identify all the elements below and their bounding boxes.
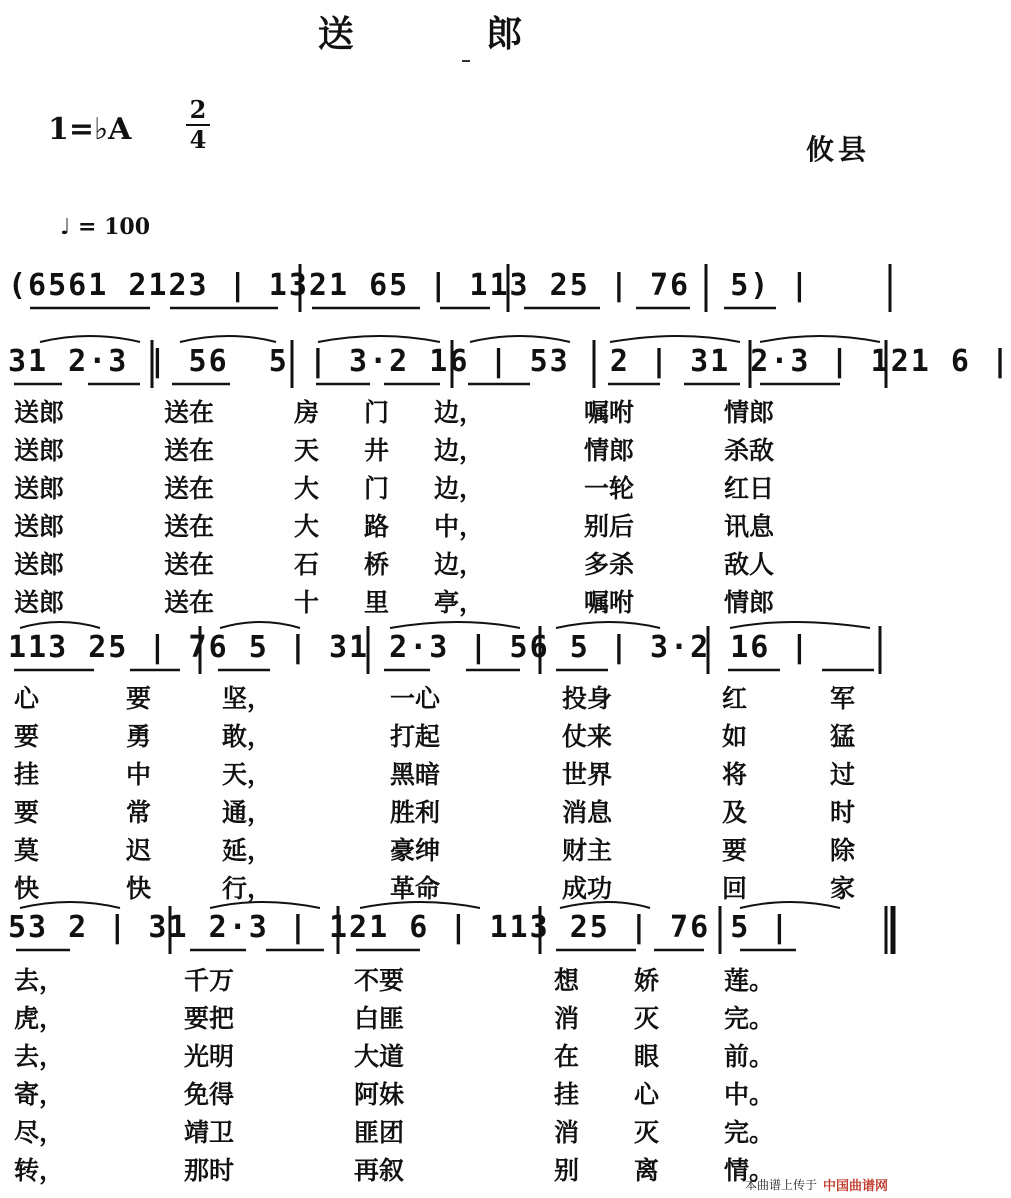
lyric-word: 讯息 <box>724 512 775 541</box>
lyric-line <box>14 680 884 718</box>
lyric-word: 送在 <box>164 398 215 427</box>
lyric-word: 世界 <box>562 760 613 789</box>
lyric-word: 眼 <box>634 1042 660 1071</box>
stave-2 <box>0 334 1011 398</box>
lyric-word: 送郎 <box>14 474 65 503</box>
lyric-word: 免得 <box>184 1080 235 1109</box>
lyric-word: 情郎 <box>724 588 775 617</box>
lyric-word: 消 <box>554 1118 580 1147</box>
lyric-word: 挂 <box>14 760 40 789</box>
lyric-word: 边， <box>434 474 485 503</box>
lyric-word: 那时 <box>184 1156 235 1185</box>
lyric-word: 送郎 <box>14 588 65 617</box>
lyrics-block-3 <box>14 962 884 1190</box>
lyric-word: 回 <box>722 874 748 903</box>
lyric-word: 要 <box>14 798 40 827</box>
lyric-line <box>14 1000 884 1038</box>
lyric-word: 边， <box>434 550 485 579</box>
lyric-word: 虎， <box>14 1004 65 1033</box>
lyric-word: 家 <box>830 874 856 903</box>
lyric-line <box>14 546 884 584</box>
lyric-word: 要 <box>722 836 748 865</box>
time-sig-top: 2 <box>189 95 207 124</box>
lyric-word: 时 <box>830 798 856 827</box>
lyric-word: 寄， <box>14 1080 65 1109</box>
lyric-word: 别 <box>554 1156 580 1185</box>
lyric-word: 快 <box>14 874 40 903</box>
lyric-word: 千万 <box>184 966 235 995</box>
lyric-word: 前。 <box>724 1042 775 1071</box>
lyric-word: 石 <box>294 550 320 579</box>
lyric-word: 中 <box>126 760 152 789</box>
stave-intro <box>0 258 900 322</box>
lyric-word: 猛 <box>830 722 856 751</box>
lyric-line <box>14 1038 884 1076</box>
lyric-line <box>14 470 884 508</box>
lyric-word: 不要 <box>354 966 405 995</box>
lyric-word: 灭 <box>634 1118 660 1147</box>
lyric-word: 通， <box>222 798 273 827</box>
lyric-word: 延， <box>222 836 273 865</box>
lyric-word: 大道 <box>354 1042 405 1071</box>
stave-2-notes: 31 2·3 | 56 5 | 3·2 16 | 53 2 | 31 2·3 | 121 6 | <box>8 344 1011 379</box>
lyric-word: 去， <box>14 966 65 995</box>
lyric-word: 情郎 <box>724 398 775 427</box>
lyric-word: 消息 <box>562 798 613 827</box>
lyric-word: 敌人 <box>724 550 775 579</box>
lyric-word: 灭 <box>634 1004 660 1033</box>
lyric-word: 边， <box>434 436 485 465</box>
lyric-word: 桥 <box>364 550 390 579</box>
lyric-word: 完。 <box>724 1004 775 1033</box>
lyric-word: 送在 <box>164 588 215 617</box>
lyric-word: 敢， <box>222 722 273 751</box>
source-footer <box>745 1175 888 1194</box>
lyric-word: 一轮 <box>584 474 635 503</box>
lyric-word: 想 <box>554 966 580 995</box>
lyric-word: 心 <box>634 1080 660 1109</box>
lyric-word: 财主 <box>562 836 613 865</box>
stave-4-notes: 53 2 | 31 2·3 | 121 6 | 113 25 | 76 5 | <box>8 910 791 945</box>
lyric-word: 阿妹 <box>354 1080 405 1109</box>
lyric-word: 成功 <box>562 874 613 903</box>
lyric-line <box>14 962 884 1000</box>
lyric-word: 消 <box>554 1004 580 1033</box>
footer-text: 本曲谱上传于 <box>744 1178 817 1192</box>
lyric-word: 送郎 <box>14 550 65 579</box>
lyric-word: 房 <box>294 398 320 427</box>
lyric-word: 常 <box>126 798 152 827</box>
key-signature: 1=♭A <box>48 112 132 147</box>
lyric-word: 情。 <box>724 1156 775 1185</box>
lyric-word: 投身 <box>562 684 613 713</box>
lyric-line <box>14 508 884 546</box>
lyric-word: 豪绅 <box>390 836 441 865</box>
lyric-word: 及 <box>722 798 748 827</box>
lyrics-block-1 <box>14 394 884 622</box>
stave-intro-notes: (6561 2123 | 1321 65 | 113 25 | 76 5) | <box>8 268 811 303</box>
lyric-word: 多杀 <box>584 550 635 579</box>
lyric-word: 莫 <box>14 836 40 865</box>
stave-4 <box>0 900 900 964</box>
lyric-word: 送在 <box>164 436 215 465</box>
tempo-marking: ♩ = 100 <box>60 214 151 240</box>
lyric-word: 要把 <box>184 1004 235 1033</box>
lyric-word: 天 <box>294 436 320 465</box>
lyric-word: 嘱咐 <box>584 398 635 427</box>
lyric-word: 红 <box>722 684 748 713</box>
lyric-word: 门 <box>364 474 390 503</box>
lyric-word: 黑暗 <box>390 760 441 789</box>
lyric-word: 情郎 <box>584 436 635 465</box>
lyric-word: 送郎 <box>14 398 65 427</box>
lyric-word: 离 <box>634 1156 660 1185</box>
lyric-word: 尽， <box>14 1118 65 1147</box>
lyric-word: 井 <box>364 436 390 465</box>
lyric-word: 一心 <box>390 684 441 713</box>
lyric-word: 打起 <box>390 722 441 751</box>
lyric-line <box>14 794 884 832</box>
lyric-word: 光明 <box>184 1042 235 1071</box>
lyric-word: 门 <box>364 398 390 427</box>
lyric-word: 大 <box>294 474 320 503</box>
lyric-word: 送郎 <box>14 436 65 465</box>
lyric-word: 将 <box>722 760 748 789</box>
lyric-word: 匪团 <box>354 1118 405 1147</box>
lyric-word: 中。 <box>724 1080 775 1109</box>
lyric-word: 军 <box>830 684 856 713</box>
lyric-word: 再叙 <box>354 1156 405 1185</box>
lyric-word: 送在 <box>164 550 215 579</box>
lyric-word: 除 <box>830 836 856 865</box>
lyric-word: 坚， <box>222 684 273 713</box>
lyric-word: 过 <box>830 760 856 789</box>
lyric-line <box>14 432 884 470</box>
lyric-word: 去， <box>14 1042 65 1071</box>
lyric-word: 亭， <box>434 588 485 617</box>
lyric-word: 嘱咐 <box>584 588 635 617</box>
lyric-word: 行， <box>222 874 273 903</box>
lyric-line <box>14 1076 884 1114</box>
title-underline <box>462 60 470 62</box>
lyric-word: 里 <box>364 588 390 617</box>
lyric-word: 心 <box>14 684 40 713</box>
lyric-word: 要 <box>14 722 40 751</box>
lyric-word: 转， <box>14 1156 65 1185</box>
lyric-word: 完。 <box>724 1118 775 1147</box>
song-title: 送 郎 <box>317 13 583 55</box>
stave-3 <box>0 620 900 684</box>
lyric-line <box>14 756 884 794</box>
lyric-word: 娇 <box>634 966 660 995</box>
origin-region: 攸县 <box>806 133 871 166</box>
lyric-word: 靖卫 <box>184 1118 235 1147</box>
lyric-line <box>14 1114 884 1152</box>
lyric-line <box>14 394 884 432</box>
lyric-word: 大 <box>294 512 320 541</box>
lyric-word: 别后 <box>584 512 635 541</box>
lyric-word: 胜利 <box>390 798 441 827</box>
lyric-word: 要 <box>126 684 152 713</box>
lyric-word: 快 <box>126 874 152 903</box>
lyric-word: 迟 <box>126 836 152 865</box>
lyric-word: 勇 <box>126 722 152 751</box>
lyric-word: 如 <box>722 722 748 751</box>
lyric-word: 中， <box>434 512 485 541</box>
time-sig-bottom: 4 <box>189 125 207 154</box>
lyric-word: 革命 <box>390 874 441 903</box>
lyric-word: 红日 <box>724 474 775 503</box>
lyrics-block-2 <box>14 680 884 908</box>
lyric-word: 送郎 <box>14 512 65 541</box>
lyric-word: 在 <box>554 1042 580 1071</box>
lyric-line <box>14 718 884 756</box>
time-signature <box>186 95 210 154</box>
lyric-word: 天， <box>222 760 273 789</box>
lyric-word: 送在 <box>164 474 215 503</box>
lyric-word: 十 <box>294 588 320 617</box>
lyric-word: 路 <box>364 512 390 541</box>
site-logo[interactable]: 中国曲谱网 <box>822 1179 888 1194</box>
stave-3-notes: 113 25 | 76 5 | 31 2·3 | 56 5 | 3·2 16 | <box>8 630 811 665</box>
lyric-word: 杀敌 <box>724 436 775 465</box>
lyric-word: 仗来 <box>562 722 613 751</box>
lyric-word: 边， <box>434 398 485 427</box>
lyric-line <box>14 832 884 870</box>
lyric-word: 送在 <box>164 512 215 541</box>
lyric-word: 挂 <box>554 1080 580 1109</box>
lyric-line <box>14 584 884 622</box>
lyric-word: 白匪 <box>354 1004 405 1033</box>
lyric-word: 莲。 <box>724 966 775 995</box>
